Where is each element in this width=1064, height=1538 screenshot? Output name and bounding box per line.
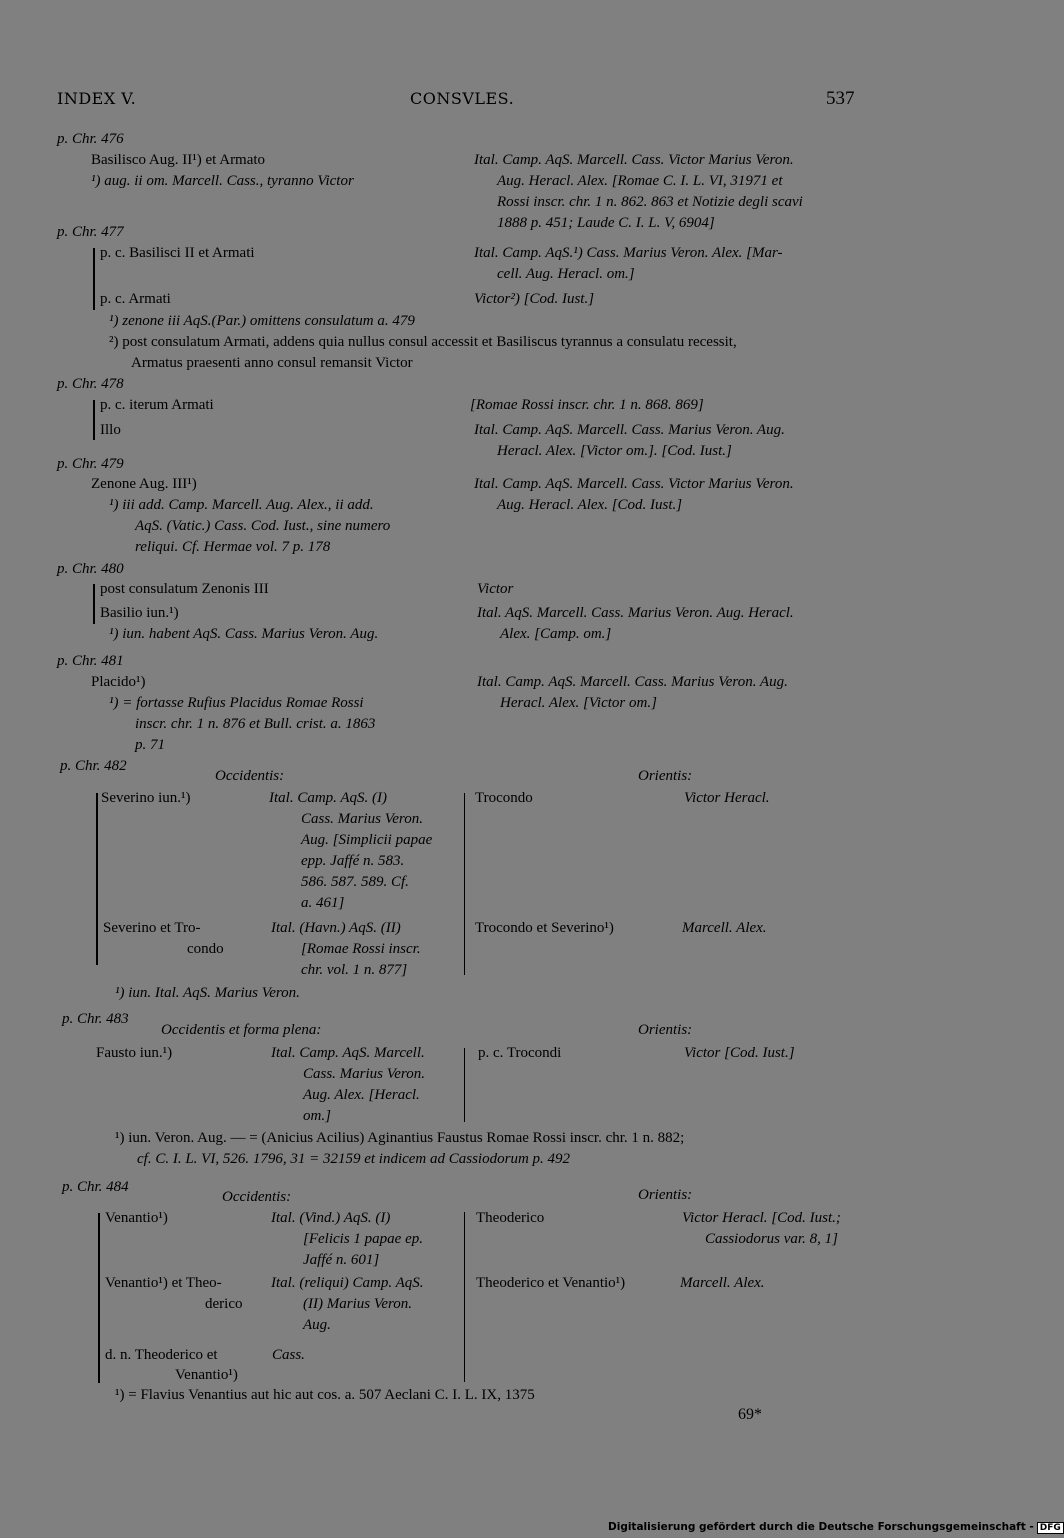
consul-477-b: p. c. Armati xyxy=(100,291,171,307)
source-476-l1: Ital. Camp. AqS. Marcell. Cass. Victor Marius Veron. xyxy=(474,152,794,168)
source-484-w2-l3: Aug. xyxy=(303,1317,331,1333)
consul-482-w2a: Severino et Tro- xyxy=(103,920,201,936)
source-482-e1: Victor Heracl. xyxy=(684,790,770,806)
source-484-w3: Cass. xyxy=(272,1347,305,1363)
note-481-l3: p. 71 xyxy=(135,737,165,753)
source-477-a-l2: cell. Aug. Heracl. om.] xyxy=(497,266,635,282)
source-482-w2-l3: chr. vol. 1 n. 877] xyxy=(301,962,408,978)
source-482-w1-l4: epp. Jaffé n. 583. xyxy=(301,853,405,869)
consul-482-w2b: condo xyxy=(187,941,224,957)
note-479-l2: AqS. (Vatic.) Cass. Cod. Iust., sine numero xyxy=(135,518,391,534)
consul-484-w2b: derico xyxy=(205,1296,243,1312)
consul-483-e: p. c. Trocondi xyxy=(478,1045,562,1061)
note-479-l3: reliqui. Cf. Hermae vol. 7 p. 178 xyxy=(135,539,331,555)
brace-477 xyxy=(93,248,95,310)
source-477-b: Victor²) [Cod. Iust.] xyxy=(474,291,595,307)
source-477-a-l1: Ital. Camp. AqS.¹) Cass. Marius Veron. Alex. [Mar- xyxy=(474,245,783,261)
source-482-w1-l5: 586. 587. 589. Cf. xyxy=(301,874,409,890)
note-483-l1: ¹) iun. Veron. Aug. — = (Anicius Acilius) Aginantius Faustus Romae Rossi inscr. chr. 1 n. 882; xyxy=(115,1130,685,1146)
consul-477-a: p. c. Basilisci II et Armati xyxy=(100,245,255,261)
note-481-l2: inscr. chr. 1 n. 876 et Bull. crist. a. 1863 xyxy=(135,716,376,732)
source-479-l1: Ital. Camp. AqS. Marcell. Cass. Victor Marius Veron. xyxy=(474,476,794,492)
source-484-e2: Marcell. Alex. xyxy=(680,1275,765,1291)
consul-478-b: Illo xyxy=(100,422,121,438)
west-head-483: Occidentis et forma plena: xyxy=(161,1022,322,1038)
source-476-l3: Rossi inscr. chr. 1 n. 862. 863 et Notizie degli scavi xyxy=(497,194,803,210)
consul-484-w1: Venantio¹) xyxy=(105,1210,168,1226)
consul-483-w: Fausto iun.¹) xyxy=(96,1045,173,1061)
year-481: p. Chr. 481 xyxy=(57,653,124,669)
year-477: p. Chr. 477 xyxy=(57,224,124,240)
brace-478 xyxy=(93,400,95,440)
note-477-2a: ²) post consulatum Armati, addens quia nullus consul accessit et Basiliscus tyrannus a consulatu recessit, xyxy=(109,334,737,350)
divider-482 xyxy=(464,793,465,975)
note-477-1: ¹) zenone iii AqS.(Par.) omittens consulatum a. 479 xyxy=(109,313,415,329)
source-484-e1-l2: Cassiodorus var. 8, 1] xyxy=(705,1231,838,1247)
note-476: ¹) aug. ii om. Marcell. Cass., tyranno Victor xyxy=(91,173,354,189)
source-482-w2-l2: [Romae Rossi inscr. xyxy=(301,941,421,957)
note-480: ¹) iun. habent AqS. Cass. Marius Veron. Aug. xyxy=(109,626,379,642)
brace-484 xyxy=(98,1213,100,1383)
source-481-l2: Heracl. Alex. [Victor om.] xyxy=(500,695,657,711)
consul-476: Basilisco Aug. II¹) et Armato xyxy=(91,152,266,168)
source-480-b-l2: Alex. [Camp. om.] xyxy=(500,626,612,642)
source-480-b-l1: Ital. AqS. Marcell. Cass. Marius Veron. Aug. Heracl. xyxy=(477,605,794,621)
year-484: p. Chr. 484 xyxy=(62,1179,129,1195)
source-482-w1-l1: Ital. Camp. AqS. (I) xyxy=(269,790,388,806)
west-head-482: Occidentis: xyxy=(215,768,285,784)
source-481-l1: Ital. Camp. AqS. Marcell. Cass. Marius Veron. Aug. xyxy=(477,674,788,690)
year-480: p. Chr. 480 xyxy=(57,561,124,577)
source-483-w-l1: Ital. Camp. AqS. Marcell. xyxy=(271,1045,425,1061)
source-483-e: Victor [Cod. Iust.] xyxy=(684,1045,795,1061)
brace-480 xyxy=(93,584,95,624)
note-483-l2: cf. C. I. L. VI, 526. 1796, 31 = 32159 et indicem ad Cassiodorum p. 492 xyxy=(137,1151,571,1167)
source-484-w1-l1: Ital. (Vind.) AqS. (I) xyxy=(271,1210,391,1226)
consul-484-w3b: Venantio¹) xyxy=(175,1367,238,1383)
consul-484-e2: Theoderico et Venantio¹) xyxy=(476,1275,626,1291)
consul-480-a: post consulatum Zenonis III xyxy=(100,581,269,597)
source-479-l2: Aug. Heracl. Alex. [Cod. Iust.] xyxy=(497,497,683,513)
source-484-w1-l2: [Felicis 1 papae ep. xyxy=(303,1231,423,1247)
year-479: p. Chr. 479 xyxy=(57,456,124,472)
year-476: p. Chr. 476 xyxy=(57,131,124,147)
source-482-w1-l2: Cass. Marius Veron. xyxy=(301,811,423,827)
note-484: ¹) = Flavius Venantius aut hic aut cos. a. 507 Aeclani C. I. L. IX, 1375 xyxy=(115,1387,535,1403)
credit-text: Digitalisierung gefördert durch die Deutsche Forschungsgemeinschaft - xyxy=(608,1521,1034,1533)
consul-482-e1: Trocondo xyxy=(475,790,533,806)
source-483-w-l4: om.] xyxy=(303,1108,331,1124)
year-482: p. Chr. 482 xyxy=(60,758,127,774)
consul-482-w1: Severino iun.¹) xyxy=(101,790,191,806)
note-479-l1: ¹) iii add. Camp. Marcell. Aug. Alex., ii add. xyxy=(109,497,374,513)
source-478-b-l1: Ital. Camp. AqS. Marcell. Cass. Marius Veron. Aug. xyxy=(474,422,785,438)
west-head-484: Occidentis: xyxy=(222,1189,292,1205)
note-482: ¹) iun. Ital. AqS. Marius Veron. xyxy=(115,985,300,1001)
divider-484 xyxy=(464,1212,465,1382)
east-head-483: Orientis: xyxy=(638,1022,693,1038)
source-484-e1-l1: Victor Heracl. [Cod. Iust.; xyxy=(682,1210,841,1226)
note-477-2b: Armatus praesenti anno consul remansit Victor xyxy=(131,355,413,371)
source-483-w-l2: Cass. Marius Veron. xyxy=(303,1066,425,1082)
consul-481: Placido¹) xyxy=(91,674,146,690)
source-480-a: Victor xyxy=(477,581,514,597)
source-476-l4: 1888 p. 451; Laude C. I. L. V, 6904] xyxy=(497,215,715,231)
source-484-w2-l1: Ital. (reliqui) Camp. AqS. xyxy=(271,1275,424,1291)
east-head-484: Orientis: xyxy=(638,1187,693,1203)
source-484-w2-l2: (II) Marius Veron. xyxy=(303,1296,413,1312)
running-head-center: CONSVLES. xyxy=(410,89,515,108)
consul-482-e2: Trocondo et Severino¹) xyxy=(475,920,614,936)
east-head-482: Orientis: xyxy=(638,768,693,784)
signature-mark: 69* xyxy=(738,1406,762,1423)
source-478-a: [Romae Rossi inscr. chr. 1 n. 868. 869] xyxy=(470,397,704,413)
source-482-w1-l3: Aug. [Simplicii papae xyxy=(301,832,433,848)
year-483: p. Chr. 483 xyxy=(62,1011,129,1027)
consul-480-b: Basilio iun.¹) xyxy=(100,605,179,621)
source-482-w2-l1: Ital. (Havn.) AqS. (II) xyxy=(271,920,401,936)
consul-479: Zenone Aug. III¹) xyxy=(91,476,197,492)
consul-484-e1: Theoderico xyxy=(476,1210,545,1226)
consul-484-w2a: Venantio¹) et Theo- xyxy=(105,1275,222,1291)
page-number: 537 xyxy=(826,88,855,109)
source-482-w1-l6: a. 461] xyxy=(301,895,345,911)
brace-482 xyxy=(96,793,98,965)
dfg-logo: DFG xyxy=(1037,1522,1064,1534)
digitization-credit xyxy=(608,1521,1064,1534)
source-482-e2: Marcell. Alex. xyxy=(682,920,767,936)
running-head-left: INDEX V. xyxy=(57,89,137,108)
source-478-b-l2: Heracl. Alex. [Victor om.]. [Cod. Iust.] xyxy=(497,443,732,459)
consul-478-a: p. c. iterum Armati xyxy=(100,397,214,413)
year-478: p. Chr. 478 xyxy=(57,376,124,392)
source-476-l2: Aug. Heracl. Alex. [Romae C. I. L. VI, 31971 et xyxy=(497,173,783,189)
source-484-w1-l3: Jaffé n. 601] xyxy=(303,1252,380,1268)
note-481-l1: ¹) = fortasse Rufius Placidus Romae Rossi xyxy=(109,695,364,711)
consul-484-w3a: d. n. Theoderico et xyxy=(105,1347,218,1363)
divider-483 xyxy=(464,1048,465,1122)
source-483-w-l3: Aug. Alex. [Heracl. xyxy=(303,1087,420,1103)
